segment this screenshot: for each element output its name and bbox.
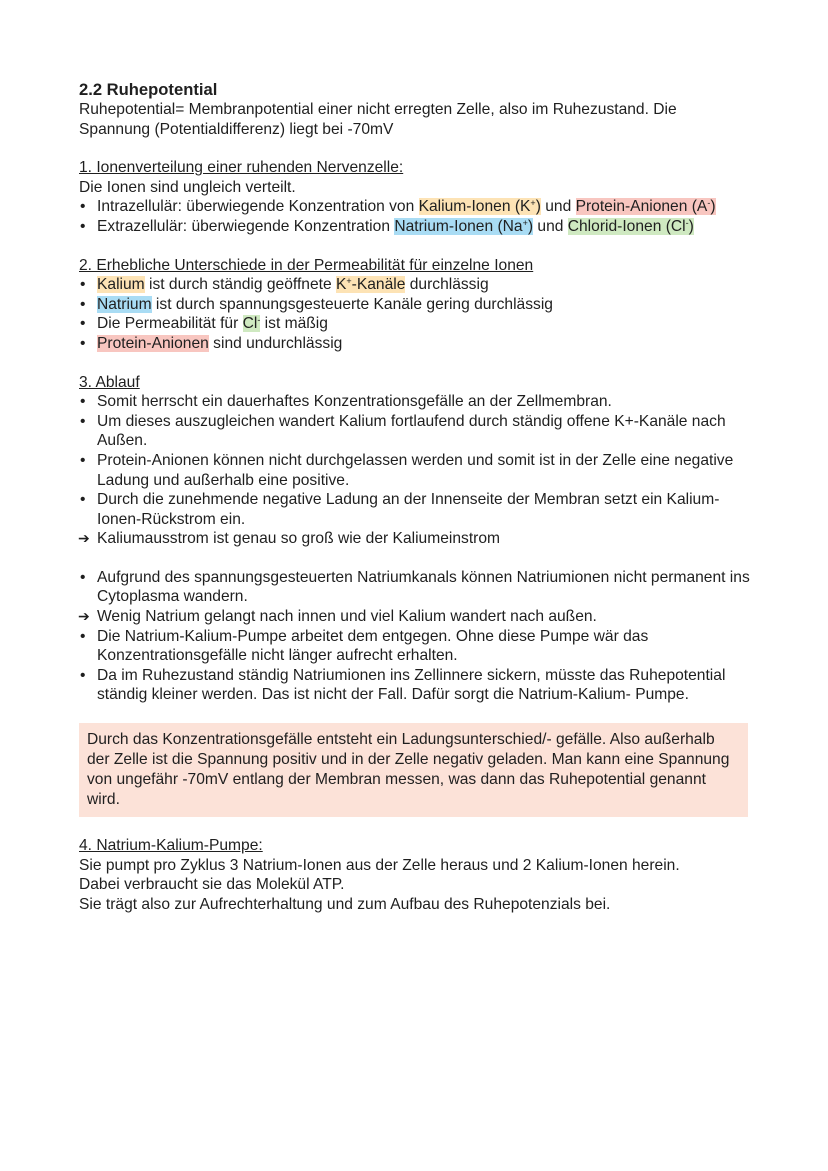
highlight-chlorid: Cl- — [242, 315, 261, 333]
list-item: • Protein-Anionen können nicht durchgelassen werden und somit ist in der Zelle eine negative Ladung und außerhalb eine positive. — [79, 451, 751, 490]
text: Extrazellulär: überwiegende Konzentration — [97, 217, 395, 235]
list-item — [79, 197, 751, 217]
bullet-list — [79, 392, 751, 549]
highlight-natrium: Natrium — [97, 295, 152, 313]
section-permeability — [79, 256, 751, 354]
bullet-list — [79, 197, 751, 236]
list-item: • Um dieses auszugleichen wandert Kalium fortlaufend durch ständig offene K+-Kanäle nach Außen. — [79, 412, 751, 451]
list-item: • Somit herrscht ein dauerhaftes Konzentrationsgefälle an der Zellmembran. — [79, 392, 751, 412]
text-line: Sie pumpt pro Zyklus 3 Natrium-Ionen aus der Zelle heraus und 2 Kalium-Ionen herein. — [79, 856, 680, 874]
text: Intrazellulär: überwiegende Konzentration von — [97, 198, 419, 216]
highlight-kalium: Kalium-Ionen (K+) — [418, 198, 541, 216]
highlight-k-channel: K+-Kanäle — [335, 276, 406, 294]
list-item: • Durch die zunehmende negative Ladung an der Innenseite der Membran setzt ein Kalium-Ionen-Rückstrom ein. — [79, 490, 751, 529]
section-heading: 2. Erhebliche Unterschiede in der Permeabilität für einzelne Ionen — [79, 256, 534, 274]
text: und — [533, 217, 568, 235]
section-title: 2.2 Ruhepotential — [79, 80, 218, 99]
list-item: • Die Permeabilität für Cl- ist mäßig — [79, 314, 751, 334]
section-heading: 4. Natrium-Kalium-Pumpe: — [79, 837, 263, 855]
highlight-natrium: Natrium-Ionen (Na+) — [394, 217, 534, 235]
section-heading: 3. Ablauf — [79, 373, 140, 391]
section-process — [79, 373, 751, 706]
section-pump — [79, 836, 751, 914]
section-lead: Die Ionen sind ungleich verteilt. — [79, 178, 296, 196]
highlight-kalium: Kalium — [97, 276, 145, 294]
highlight-protein: Protein-Anionen — [97, 334, 209, 352]
highlight-protein: Protein-Anionen (A-) — [575, 198, 716, 216]
text: und — [540, 198, 576, 216]
document-page — [79, 80, 751, 914]
summary-box: Durch das Konzentrationsgefälle entsteht ein Ladungsunterschied/- gefälle. Also außerhalb der Zelle ist die Spannung positiv und in der Zelle negativ geladen. Man kann eine Spannung von ungefähr -70mV entlang der Membran messen, was dann das Ruhepotential genannt wird. — [79, 723, 748, 817]
list-item: • Die Natrium-Kalium-Pumpe arbeitet dem entgegen. Ohne diese Pumpe wär das Konzentrationsgefälle nicht länger aufrecht erhalten. — [79, 627, 751, 666]
arrow-item: ➔ Wenig Natrium gelangt nach innen und viel Kalium wandert nach außen. — [79, 607, 751, 627]
arrow-item: ➔ Kaliumausstrom ist genau so groß wie der Kaliumeinstrom — [79, 529, 751, 549]
list-item: • Natrium ist durch spannungsgesteuerte Kanäle gering durchlässig — [79, 295, 751, 315]
bullet-list — [79, 275, 751, 353]
section-heading: 1. Ionenverteilung einer ruhenden Nervenzelle: — [79, 159, 404, 177]
list-item: • Kalium ist durch ständig geöffnete K+-Kanäle durchlässig — [79, 275, 751, 295]
list-item — [79, 217, 751, 237]
list-item: • Protein-Anionen sind undurchlässig — [79, 334, 751, 354]
highlight-chlorid: Chlorid-Ionen (Cl-) — [567, 217, 694, 235]
text-line: Sie trägt also zur Aufrechterhaltung und zum Aufbau des Ruhepotenzials bei. — [79, 895, 611, 913]
list-item: • Da im Ruhezustand ständig Natriumionen ins Zellinnere sickern, müsste das Ruhepotential ständig kleiner werden. Das ist nicht der Fall. Dafür sorgt die Natrium-Kalium- Pumpe. — [79, 666, 751, 705]
bullet-list — [79, 568, 751, 705]
section-ion-distribution — [79, 158, 751, 236]
text-line: Dabei verbraucht sie das Molekül ATP. — [79, 876, 345, 894]
intro-text: Ruhepotential= Membranpotential einer nicht erregten Zelle, also im Ruhezustand. Die Spannung (Potentialdifferenz) liegt bei -70mV — [79, 101, 677, 138]
list-item: • Aufgrund des spannungsgesteuerten Natriumkanals können Natriumionen nicht permanent ins Cytoplasma wandern. — [79, 568, 751, 607]
